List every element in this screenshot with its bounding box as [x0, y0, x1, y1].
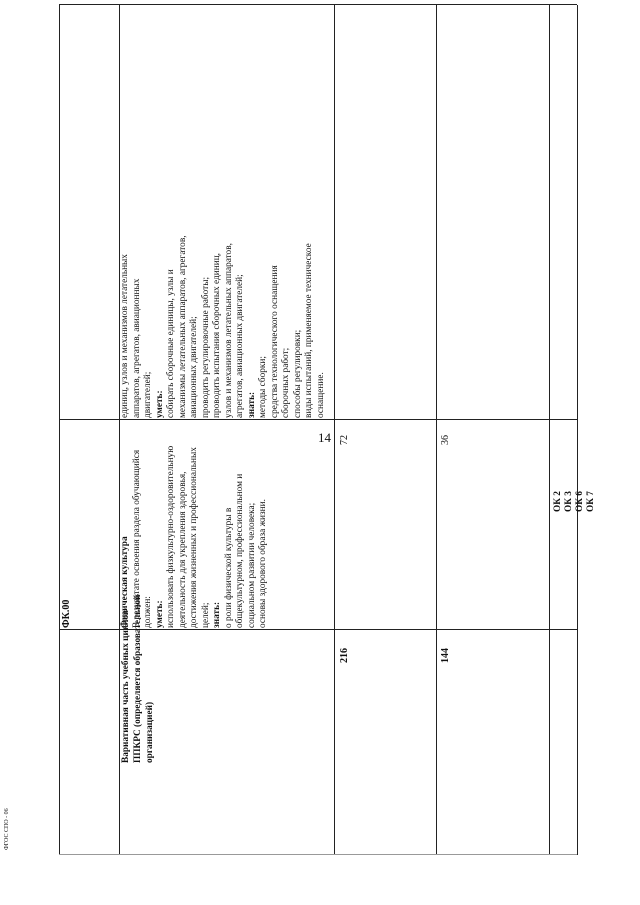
description-line: собирать сборочные единицы, узлы и — [166, 269, 176, 418]
footer-label: ФГОС СПО - 06 — [4, 808, 10, 850]
description-line: проводить регулировочные работы; — [200, 276, 211, 418]
table-border — [59, 5, 60, 855]
variative-max-load: 216 — [339, 648, 350, 663]
description-line: оснащение. — [315, 372, 326, 418]
column-divider — [549, 5, 550, 855]
description-line: социальном развитии человека; — [246, 502, 257, 628]
description-line: аппаратов, агрегатов, авиационных — [131, 278, 142, 418]
description-line: методы сборки; — [258, 356, 268, 418]
fk-code: ФК.00 — [61, 599, 72, 628]
fk-description — [120, 422, 334, 628]
description-line: средства технологического оснащения — [269, 265, 280, 418]
description-line: узлов и механизмов летательных аппаратов, — [223, 243, 234, 418]
description-line: двигателей; — [143, 371, 153, 418]
description-line: уметь: — [154, 600, 165, 628]
description-line: использовать физкультурно-оздоровительную — [166, 445, 176, 628]
description-line: достижения жизненных и профессиональных — [189, 447, 199, 628]
competency-code: ОК 2 — [553, 491, 563, 512]
description-line: Вариативная часть учебных циклов — [121, 610, 131, 763]
description-line: целей; — [200, 602, 211, 628]
description-line: организацией) — [145, 701, 155, 763]
fk-max-load: 72 — [339, 435, 350, 445]
description-line: единиц, узлов и механизмов летательных — [120, 254, 130, 418]
description-line: Физическая культура — [120, 536, 130, 628]
description-line: виды испытаний, применяемое техническое — [304, 243, 314, 418]
continuation-description — [120, 8, 334, 418]
curriculum-table — [59, 5, 596, 855]
competency-code: ОК 3 — [564, 491, 574, 512]
description-line: знать: — [246, 391, 257, 418]
page-number: 14 — [318, 430, 331, 445]
fk-class-load: 36 — [440, 435, 451, 445]
description-line: деятельность для укрепления здоровья, — [177, 471, 188, 628]
description-line: авиационных двигателей; — [189, 316, 199, 418]
description-line: о роли физической культуры в — [223, 507, 234, 628]
description-line: ППКРС (определяется образовательной — [133, 594, 143, 763]
table-border — [59, 4, 577, 5]
description-line: знать: — [212, 601, 222, 628]
variative-class-load: 144 — [440, 648, 451, 663]
competency-code: ОК 7 — [586, 491, 596, 512]
column-divider — [334, 5, 335, 855]
description-line: механизмы летательных аппаратов, агрегатов, — [177, 235, 188, 418]
description-line: уметь: — [154, 390, 165, 418]
description-line: агрегатов, авиационных двигателей; — [235, 274, 245, 418]
description-line: основы здорового образа жизни. — [258, 499, 268, 628]
table-border — [59, 854, 577, 855]
competency-code: ОК 6 — [575, 491, 585, 512]
description-line: проводить испытания сборочных единиц, — [212, 253, 222, 418]
description-line: В результате освоения раздела обучающийся — [131, 449, 142, 628]
fk-competencies — [553, 422, 596, 512]
column-divider — [436, 5, 437, 855]
row-divider — [59, 419, 577, 420]
description-line: должен: — [143, 596, 153, 628]
description-line: способы регулировки; — [292, 329, 303, 418]
description-line: сборочных работ; — [281, 347, 291, 418]
description-line: общекультурном, профессиональном и — [235, 473, 245, 628]
